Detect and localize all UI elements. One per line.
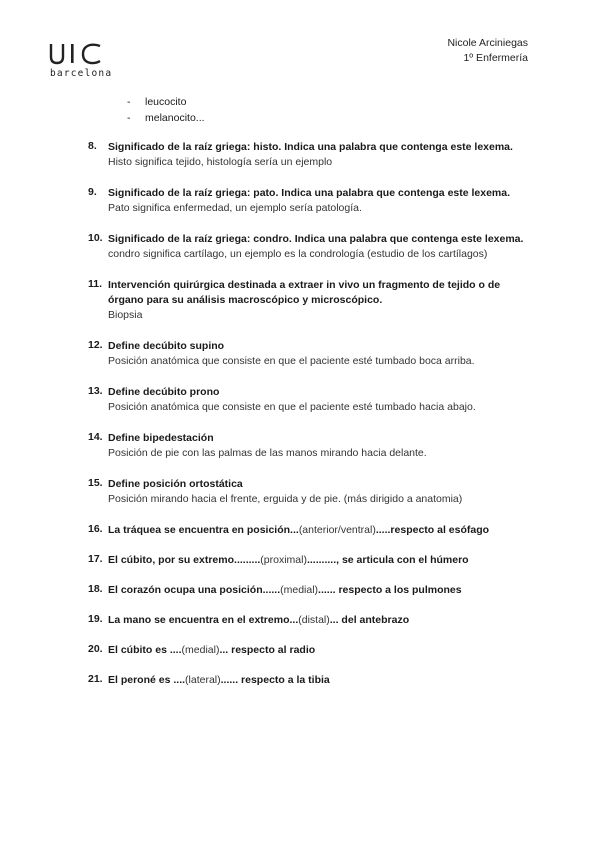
fill-answer: (lateral) (185, 674, 221, 686)
question-number: 8. (88, 140, 97, 152)
fill-text (108, 643, 538, 658)
bullet-list (127, 95, 205, 126)
fill-text (108, 613, 538, 628)
fill-item (88, 523, 538, 538)
question-number: 13. (88, 385, 103, 397)
question-number: 11. (88, 278, 103, 290)
bullet-dash: - (127, 96, 131, 108)
fill-text (108, 523, 538, 538)
fill-item (88, 583, 538, 598)
fill-item (88, 673, 538, 688)
author-name: Nicole Arciniegas (447, 37, 528, 49)
fill-answer: (anterior/ventral) (298, 524, 376, 536)
question-item (88, 140, 538, 170)
question-number: 18. (88, 583, 103, 595)
question-number: 12. (88, 339, 103, 351)
fill-before: La tráquea se encuentra en posición... (108, 524, 299, 536)
fill-before: El cúbito, por su extremo......... (108, 554, 261, 566)
question-number: 19. (88, 613, 103, 625)
fill-text (108, 673, 538, 688)
fill-answer: (medial) (181, 644, 220, 656)
question-number: 17. (88, 553, 103, 565)
fill-after: ...... respecto a los pulmones (318, 584, 462, 596)
fill-after: ...... respecto a la tibia (220, 674, 330, 686)
question-number: 21. (88, 673, 103, 685)
question-item (88, 477, 538, 507)
answer-text: Posición de pie con las palmas de las manos mirando hacia delante. (108, 447, 427, 459)
fill-before: La mano se encuentra en el extremo... (108, 614, 299, 626)
fill-item (88, 553, 538, 568)
question-text: Define decúbito supino (108, 340, 225, 352)
question-text: Intervención quirúrgica destinada a extraer in vivo un fragmento de tejido o de órgano para su análisis macroscópico y microscópico. (108, 279, 501, 306)
question-text: Significado de la raíz griega: histo. Indica una palabra que contenga este lexema. (108, 141, 513, 153)
question-item (88, 186, 538, 216)
fill-item (88, 613, 538, 628)
question-number: 14. (88, 431, 103, 443)
answer-text: Posición anatómica que consiste en que el paciente esté tumbado boca arriba. (108, 355, 475, 367)
fill-text (108, 553, 538, 568)
bullet-item (127, 111, 205, 127)
question-number: 15. (88, 477, 103, 489)
question-item (88, 278, 538, 323)
fill-after: .....respecto al esófago (375, 524, 490, 536)
bullet-dash: - (127, 111, 131, 124)
bullet-text: melanocito... (145, 111, 205, 124)
fill-before: El cúbito es .... (108, 644, 182, 656)
uic-logo-mark (49, 40, 103, 66)
question-list (88, 140, 538, 703)
question-text: Significado de la raíz griega: pato. Indica una palabra que contenga este lexema. (108, 187, 511, 199)
fill-before: El corazón ocupa una posición...... (108, 584, 281, 596)
fill-after: .........., se articula con el húmero (306, 554, 469, 566)
fill-before: El peroné es .... (108, 674, 186, 686)
answer-text: Histo significa tejido, histología sería un ejemplo (108, 156, 333, 168)
fill-text (108, 583, 538, 598)
fill-answer: (distal) (298, 614, 330, 626)
answer-text: condro significa cartílago, un ejemplo es la condrología (estudio de los cartílagos) (108, 248, 488, 260)
question-number: 10. (88, 232, 103, 244)
answer-text: Posición mirando hacia el frente, erguida y de pie. (más dirigido a anatomia) (108, 493, 463, 505)
course-name: 1º Enfermería (463, 52, 528, 64)
fill-after: ... respecto al radio (219, 644, 316, 656)
answer-text: Pato significa enfermedad, un ejemplo sería patología. (108, 202, 362, 214)
document-header (447, 36, 528, 66)
question-number: 9. (88, 186, 97, 198)
fill-item (88, 643, 538, 658)
bullet-item (127, 95, 205, 111)
question-item (88, 339, 538, 369)
bullet-text: leucocito (145, 96, 187, 108)
logo-subtitle: barcelona (50, 68, 113, 79)
fill-answer: (medial) (280, 584, 319, 596)
answer-text: Posición anatómica que consiste en que el paciente esté tumbado hacia abajo. (108, 401, 476, 413)
question-number: 16. (88, 523, 103, 535)
answer-text: Biopsia (108, 309, 143, 321)
question-text: Define decúbito prono (108, 386, 220, 398)
question-text: Define bipedestación (108, 432, 214, 444)
question-item (88, 385, 538, 415)
fill-after: ... del antebrazo (329, 614, 410, 626)
question-text: Define posición ortostática (108, 478, 243, 490)
question-number: 20. (88, 643, 103, 655)
question-item (88, 431, 538, 461)
question-item (88, 232, 538, 262)
fill-answer: (proximal) (260, 554, 307, 566)
uic-logo (49, 40, 113, 84)
question-text: Significado de la raíz griega: condro. Indica una palabra que contenga este lexema. (108, 233, 524, 245)
